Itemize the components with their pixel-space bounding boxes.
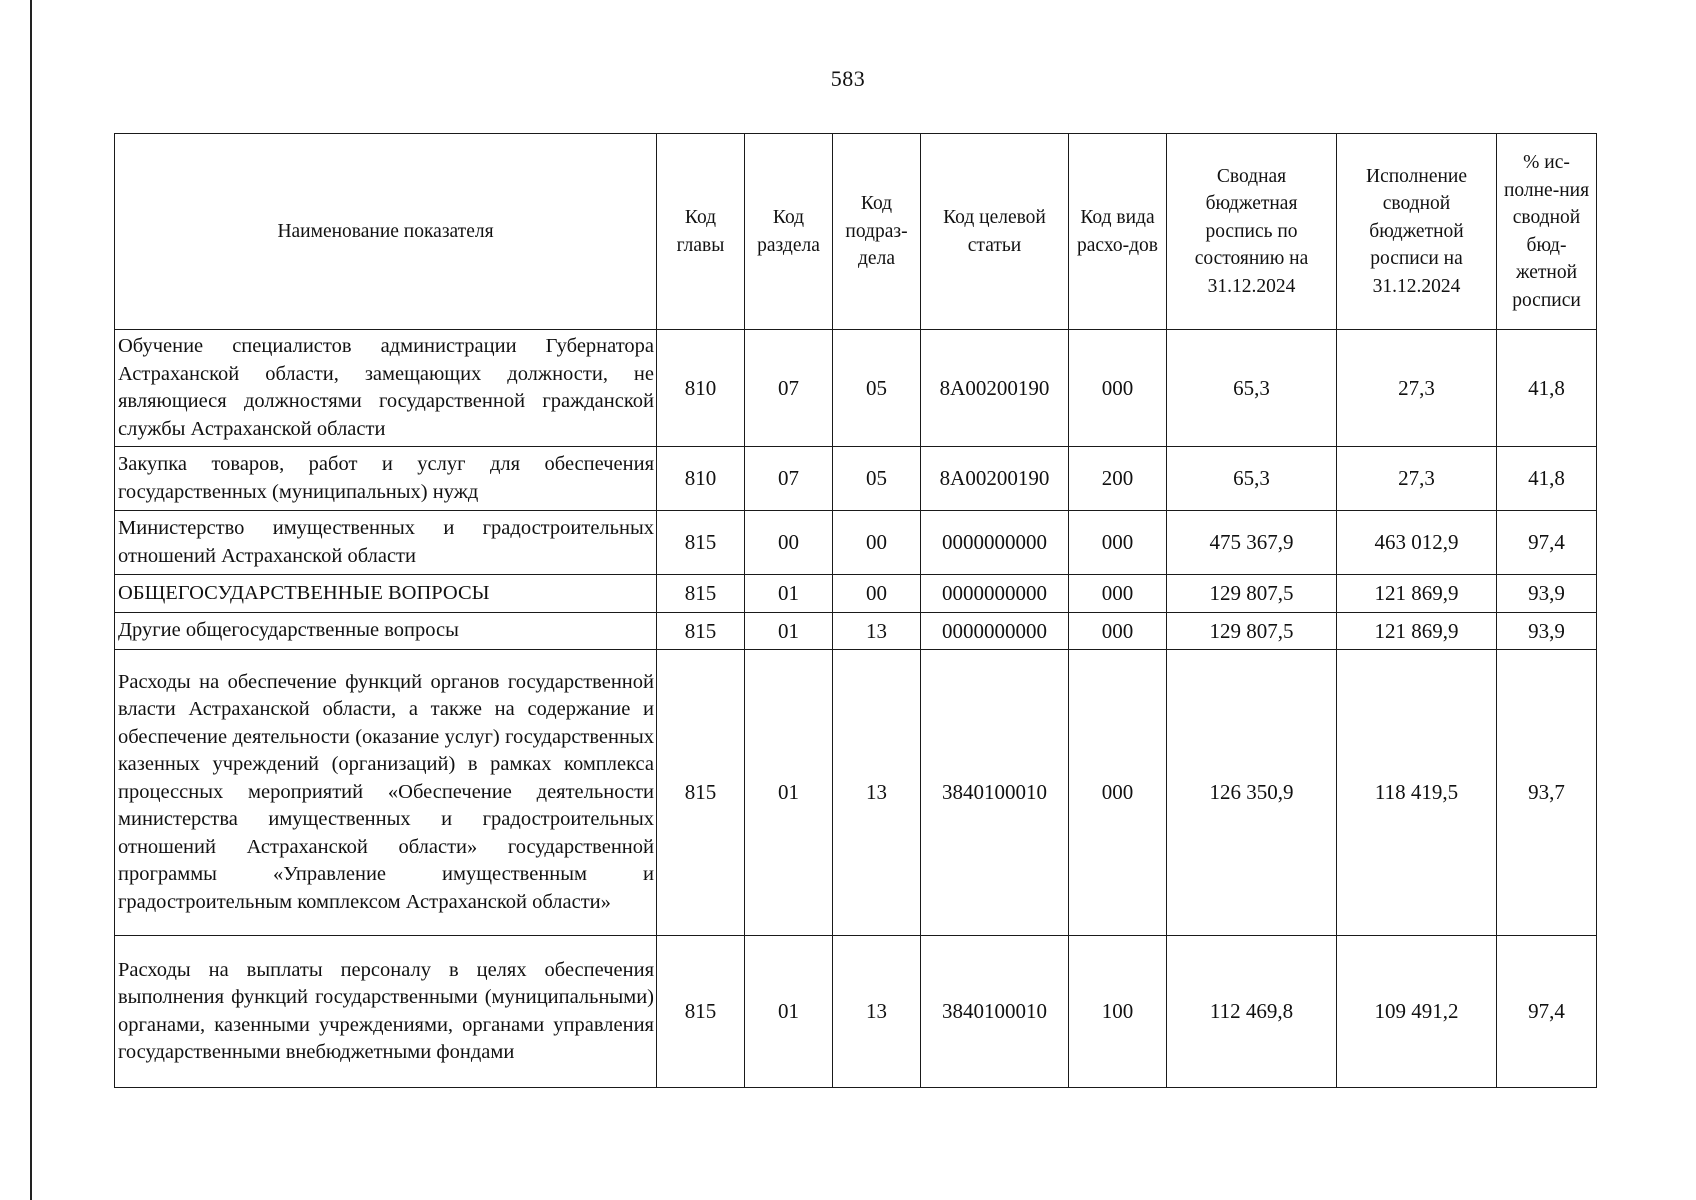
row-execution: 27,3 [1337,447,1497,511]
page-number: 583 [830,66,866,91]
row-chapter-code: 810 [657,447,745,511]
row-budget-allocation: 129 807,5 [1167,613,1337,650]
row-chapter-code: 815 [657,936,745,1088]
header-name: Наименование показателя [115,134,657,330]
row-execution-percent: 97,4 [1497,511,1597,575]
row-budget-allocation: 112 469,8 [1167,936,1337,1088]
row-execution-percent: 41,8 [1497,330,1597,447]
row-section-code: 01 [745,613,833,650]
table-row [115,613,1597,650]
row-target-code: 3840100010 [921,650,1069,936]
row-expense-type-code: 000 [1069,650,1167,936]
row-subsection-code: 13 [833,650,921,936]
row-execution: 27,3 [1337,330,1497,447]
row-execution: 109 491,2 [1337,936,1497,1088]
row-chapter-code: 815 [657,511,745,575]
row-section-code: 00 [745,511,833,575]
row-target-code: 0000000000 [921,613,1069,650]
row-execution-percent: 93,9 [1497,575,1597,613]
row-execution-percent: 41,8 [1497,447,1597,511]
row-expense-type-code: 000 [1069,613,1167,650]
row-name: Расходы на обеспечение функций органов государственной власти Астраханской области, а также на содержание и обеспечение деятельности (оказание услуг) государственных казенных учреждений (организаций) в рамках комплекса процессных мероприятий «Обеспечение деятельности министерства имущественных и градостроительных отношений Астраханской области» государственной программы «Управление имущественным и градостроительным комплексом Астраханской области» [115,650,657,936]
header-budget-allocation: Сводная бюджетная роспись по состоянию на 31.12.2024 [1167,134,1337,330]
table-row [115,330,1597,447]
row-section-code: 07 [745,330,833,447]
row-name: Другие общегосударственные вопросы [115,613,657,650]
row-budget-allocation: 475 367,9 [1167,511,1337,575]
row-section-code: 07 [745,447,833,511]
row-chapter-code: 815 [657,650,745,936]
row-subsection-code: 00 [833,511,921,575]
row-subsection-code: 13 [833,613,921,650]
row-chapter-code: 815 [657,613,745,650]
row-execution: 121 869,9 [1337,575,1497,613]
table-row [115,650,1597,936]
row-execution: 118 419,5 [1337,650,1497,936]
row-name: Министерство имущественных и градостроительных отношений Астраханской области [115,511,657,575]
table-row [115,447,1597,511]
table-row [115,575,1597,613]
header-chapter-code: Код главы [657,134,745,330]
row-execution-percent: 93,9 [1497,613,1597,650]
row-execution-percent: 97,4 [1497,936,1597,1088]
row-execution: 121 869,9 [1337,613,1497,650]
header-section-code: Код раздела [745,134,833,330]
row-subsection-code: 13 [833,936,921,1088]
row-name: Расходы на выплаты персоналу в целях обеспечения выполнения функций государственными (муниципальными) органами, казенными учреждениями, органами управления государственными внебюджетными фондами [115,936,657,1088]
row-expense-type-code: 100 [1069,936,1167,1088]
row-section-code: 01 [745,650,833,936]
header-subsection-code: Код подраз-дела [833,134,921,330]
row-budget-allocation: 126 350,9 [1167,650,1337,936]
row-target-code: 8А00200190 [921,330,1069,447]
row-name: ОБЩЕГОСУДАРСТВЕННЫЕ ВОПРОСЫ [115,575,657,613]
row-target-code: 0000000000 [921,511,1069,575]
row-target-code: 0000000000 [921,575,1069,613]
row-chapter-code: 810 [657,330,745,447]
table-row [115,511,1597,575]
row-execution-percent: 93,7 [1497,650,1597,936]
header-target-code: Код целевой статьи [921,134,1069,330]
row-section-code: 01 [745,936,833,1088]
row-name: Закупка товаров, работ и услуг для обеспечения государственных (муниципальных) нужд [115,447,657,511]
binding-margin-line [30,0,32,1200]
budget-execution-table [114,133,1597,1088]
row-target-code: 3840100010 [921,936,1069,1088]
header-expense-type-code: Код вида расхо-дов [1069,134,1167,330]
table-row [115,936,1597,1088]
row-chapter-code: 815 [657,575,745,613]
header-execution: Исполнение сводной бюджетной росписи на 31.12.2024 [1337,134,1497,330]
row-subsection-code: 05 [833,330,921,447]
row-expense-type-code: 000 [1069,575,1167,613]
row-name: Обучение специалистов администрации Губернатора Астраханской области, замещающих должности, не являющиеся должностями государственной гражданской службы Астраханской области [115,330,657,447]
row-budget-allocation: 65,3 [1167,447,1337,511]
row-budget-allocation: 129 807,5 [1167,575,1337,613]
header-execution-percent: % ис-полне-ния сводной бюд-жетной росписи [1497,134,1597,330]
row-execution: 463 012,9 [1337,511,1497,575]
row-expense-type-code: 000 [1069,511,1167,575]
table-header-row [115,134,1597,330]
row-expense-type-code: 000 [1069,330,1167,447]
row-subsection-code: 05 [833,447,921,511]
row-budget-allocation: 65,3 [1167,330,1337,447]
row-subsection-code: 00 [833,575,921,613]
row-section-code: 01 [745,575,833,613]
row-target-code: 8А00200190 [921,447,1069,511]
row-expense-type-code: 200 [1069,447,1167,511]
